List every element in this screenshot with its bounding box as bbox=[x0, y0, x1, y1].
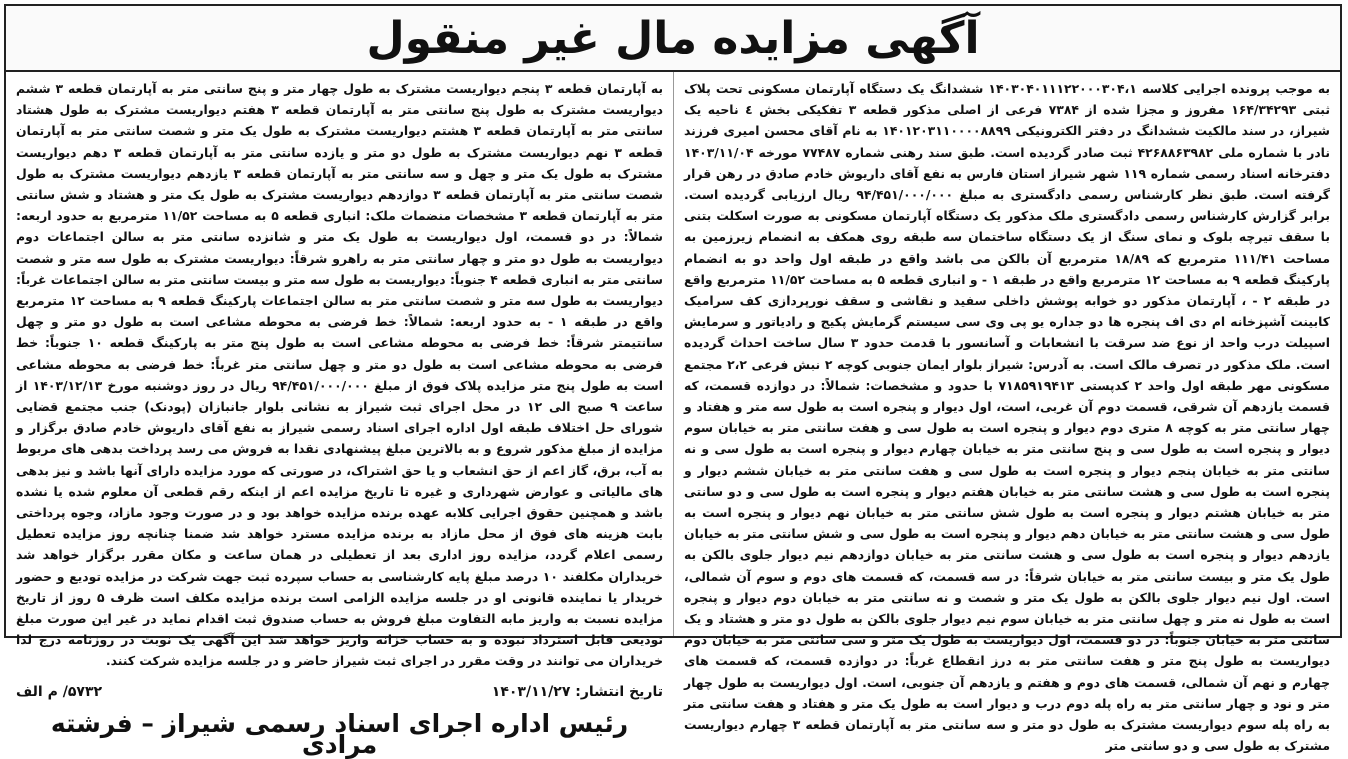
notice-title: آگهی مزایده مال غیر منقول bbox=[366, 12, 980, 64]
notice-frame bbox=[4, 4, 1342, 759]
publication-date: تاریخ انتشار: ۱۴۰۳/۱۱/۲۷ bbox=[491, 683, 663, 700]
signature-line: رئیس اداره اجرای اسناد رسمی شیراز – فرشته مرادی bbox=[50, 708, 629, 759]
reference-code: ۵۷۳۲/ م الف bbox=[16, 683, 103, 700]
title-bar bbox=[6, 6, 1340, 72]
left-column bbox=[6, 72, 673, 759]
right-column-text: به موجب پرونده اجرایی کلاسه ۱۴۰۳۰۴۰۱۱۱۲۲۰۰۰۳۰۴،۱ ششدانگ یک دستگاه آپارتمان مسکونی تحت پلاک ثبتی ۱۶۴/۳۴۲۹۳ مفروز و مجزا شده از ۷۳۸۴ فرعی از اصلی مذکور قطعه ۳ تفکیکی بخش ٤ ناحیه یک شیراز، در سند مالکیت ششدانگ در دفتر الکترونیکی ۱۴۰۱۲۰۳۱۱۰۰۰۰۸۸۹۹ به نام آقای محسن امیری فرزند نادر با شماره ملی ۴۲۶۸۸۶۳۹۸۲ ثبت صادر گردیده است. طبق سند رهنی شماره ۷۷۴۸۷ مورخه ۱۴۰۳/۱۱/۰۴ دفترخانه اسناد رسمی شماره ۱۱۹ شهر شیراز استان فارس به نفع آقای داریوش خادم صادق در رهن قرار گرفته است. طبق نظر کارشناس رسمی دادگستری به مبلغ ۹۴/۴۵۱/۰۰۰/۰۰۰ ریال ارزیابی گردیده است. برابر گزارش کارشناس رسمی دادگستری ملک مذکور یک دستگاه آپارتمان مسکونی به صورت اسکلت بتنی با سقف تیرچه بلوک و نمای سنگ از یک دستگاه ساختمان سه طبقه روی همکف به انضمام زیرزمین به مساحت ۱۱۱/۴۱ مترمربع که ۱۸/۸۹ مترمربع آن بالکن می باشد واقع در طبقه اول واحد دو به انضمام پارکینگ قطعه ۹ به مساحت ۱۲ مترمربع واقع در طبقه ۱ - و انباری قطعه ۵ به مساحت ۱۱/۵۲ مترمربع واقع در طبقه ۲ - ، آپارتمان مذکور دو خوابه پوشش داخلی سفید و نقاشی و سقف نورپردازی کف سرامیک کابینت آشپزخانه ام دی اف پنجره ها دو جداره یو پی وی سی سیستم گرمایش پکیج و رادیاتور و سرمایش اسپیلت درب واحد از نوع ضد سرقت با انشعابات و آسانسور با قدمت حدود ۳ سال ساخت احداث گردیده است. ملک مذکور در تصرف مالک است. به آدرس: شیراز بلوار ایمان جنوبی کوچه ۲ نبش فرعی ۲،۲ مجتمع مسکونی مهر طبقه اول واحد ۲ کدپستی ۷۱۸۵۹۱۹۴۱۳ با حدود و مشخصات: شمالاً: در دوازده قسمت، که قسمت یازدهم آن شرقی، قسمت دوم آن غربی، است، اول دیوار و پنجره است به طول سه متر و هفتاد و چهار سانتی متر به کوچه ۸ متری دوم دیوار و پنجره است به طول سی و هفت سانتی متر به خیابان سوم دیوار و پنجره است به طول سی و پنج سانتی متر به خیابان چهارم دیوار و پنجره است به طول سی و نه سانتی متر به خیابان پنجم دیوار و پنجره است به طول سی و هفت سانتی متر به خیابان ششم دیوار و پنجره است به طول سی و هشت سانتی متر به خیابان هفتم دیوار و پنجره است به طول سی و دو سانتی متر به خیابان هشتم دیوار و پنجره است به طول شش سانتی متر به خیابان نهم دیوار و پنجره است به طول سی و هشت سانتی متر به خیابان دهم دیوار و پنجره است به طول سی و شش سانتی متر به خیابان یازدهم دیوار و پنجره است به طول سی و هشت سانتی متر به خیابان دوازدهم نیم دیوار جلوی بالکن به طول یک متر و بیست سانتی متر به خیابان شرقاً: در سه قسمت، که قسمت های دوم و سوم آن شمالی، است. اول نیم دیوار جلوی بالکن به طول یک متر و شصت و نه سانتی متر به خیابان دوم دیوار و پنجره است به طول نه متر و چهل سانتی متر به خیابان سوم نیم دیوار جلوی بالکن به طول دو متر و هشتاد و یک سانتی متر به خیابان جنوباً: در دو قسمت، اول دیواریست به طول یک متر و سی سانتی متر به خیابان دوم دیواریست به طول پنج متر و هفت سانتی متر به درز انقطاع غرباً: در دوازده قسمت، که قسمت های چهارم و نهم آن شمالی، قسمت های دوم و هفتم و یازدهم آن جنوبی، است. اول دیواریست به طول چهار متر و نود و چهار سانتی متر به راه پله دوم درب و دیوار است به طول یک متر و هفتاد و هفت سانتی متر به راه پله سوم دیواریست مشترک به طول دو متر و سه سانتی متر به آپارتمان قطعه ۳ چهارم دیواریست مشترک به طول سی و دو سانتی متر bbox=[684, 81, 1331, 754]
right-column bbox=[673, 72, 1340, 754]
notice-body bbox=[6, 72, 1340, 759]
publication-row bbox=[16, 682, 663, 703]
left-column-text: به آپارتمان قطعه ۳ پنجم دیواریست مشترک به طول چهار متر و پنج سانتی متر به آپارتمان قطعه ۳ ششم دیواریست مشترک به طول پنج سانتی متر به آپارتمان قطعه ۳ هفتم دیواریست مشترک به طول هشتاد سانتی متر به آپارتمان قطعه ۳ هشتم دیواریست مشترک به طول یک متر و شصت سانتی متر به آپارتمان قطعه ۳ نهم دیواریست مشترک به طول دو متر و یازده سانتی متر به آپارتمان قطعه ۳ دهم دیواریست مشترک به طول یک متر و چهل و سه سانتی متر به آپارتمان قطعه ۳ یازدهم دیواریست مشترک به طول شصت سانتی متر به آپارتمان قطعه ۳ دوازدهم دیواریست مشترک به طول یک متر و هشتاد و شش سانتی متر به آپارتمان قطعه ۳ مشخصات منضمات ملک: انباری قطعه ۵ به مساحت ۱۱/۵۲ مترمربع به حدود اربعه: شمالاً: در دو قسمت، اول دیواریست به طول یک متر و شانزده سانتی متر به سالن اجتماعات دوم دیواریست به طول دو متر و چهار سانتی متر به راهرو شرقاً: دیواریست مشترک به طول سه متر و شصت سانتی متر به انباری قطعه ۴ جنوباً: دیواریست به طول سه متر و بیست سانتی متر به سالن اجتماعات غرباً: دیواریست به طول سه متر و شصت سانتی متر به سالن اجتماعات پارکینگ قطعه ۹ به مساحت ۱۲ مترمربع واقع در طبقه ۱ - به حدود اربعه: شمالاً: خط فرضی به محوطه مشاعی است به طول دو متر و چهل سانتیمتر شرقاً: خط فرضی به محوطه مشاعی است به طول پنج متر به پارکینگ قطعه ۱۰ جنوباً: خط فرضی به محوطه مشاعی است به طول دو متر و چهل سانتی متر غرباً: خط فرضی به محوطه مشاعی است به طول پنج متر مزایده پلاک فوق از مبلغ ۹۴/۴۵۱/۰۰۰/۰۰۰ ریال در روز دوشنبه مورخ ۱۴۰۳/۱۲/۱۳ از ساعت ۹ صبح الی ۱۲ در محل اجرای ثبت شیراز به نشانی بلوار جانبازان (پودنک) جنب مجتمع قضایی شورای حل اختلاف طبقه اول اداره اجرای اسناد رسمی شیراز به نفع آقای داریوش خادم صادق برگزار و مزایده از مبلغ مذکور شروع و به بالاترین مبلغ پیشنهادی نقدا به فروش می رسد پرداخت بدهی های مربوط به آب، برق، گاز اعم از حق انشعاب و یا حق اشتراک، در صورتی که مورد مزایده دارای آنها باشد و نیز بدهی های مالیاتی و عوارض شهرداری و غیره تا تاریخ مزایده اعم از اینکه رقم قطعی آن معلوم شده یا نشده باشد و همچنین حقوق اجرایی کلابه عهده برنده مزایده خواهد بود و در صورت وجود مازاد، وجوه پرداختی بابت هزینه های فوق از محل مازاد به برنده مزایده مسترد خواهد شد ضمنا چنانچه روز مزایده تعطیل رسمی اعلام گردد، مزایده روز اداری بعد از تعطیلی در همان ساعت و مکان مقرر برگزار خواهد شد خریداران مکلفند ۱۰ درصد مبلغ پایه کارشناسی به حساب سپرده ثبت جهت شرکت در مزایده تودیع و حضور خریدار یا نماینده قانونی او در جلسه مزایده الزامی است برنده مزایده مکلف است ظرف ۵ روز از تاریخ مزایده نسبت به واریز مابه التفاوت مبلغ فروش به حساب صندوق ثبت اقدام نماید در غیر این صورت مبلغ تودیعی قابل استرداد نبوده و به حساب خزانه واریز خواهد شد این آگهی یک نوبت در روزنامه درج لذا خریداران می توانند در وقت مقرر در اجرای ثبت شیراز حاضر و در جلسه مزایده شرکت کنند. bbox=[16, 81, 664, 669]
